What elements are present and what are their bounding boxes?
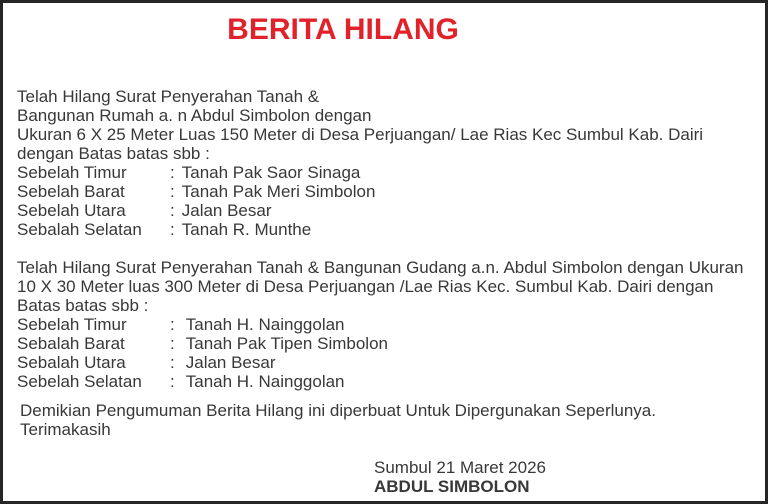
closing-line: Terimakasih [20, 420, 111, 439]
boundary-label: Sebelah Selatan [17, 372, 142, 391]
boundary-value: Tanah R. Munthe [181, 220, 312, 239]
paragraph-line: Ukuran 6 X 25 Meter Luas 150 Meter di Desa Perjuangan/ Lae Rias Kec Sumbul Kab. Dairi [17, 125, 704, 144]
closing-statement [17, 401, 747, 439]
notice-house-paragraph [17, 87, 747, 163]
boundary-colon: : [170, 182, 175, 201]
house-boundary-list [17, 163, 747, 239]
boundary-value: Tanah H. Nainggolan [185, 315, 345, 334]
notice-warehouse-paragraph [17, 258, 747, 315]
paragraph-line: Bangunan Rumah a. n Abdul Simbolon dengan [17, 106, 372, 125]
page-title: BERITA HILANG [227, 13, 459, 46]
boundary-colon: : [170, 372, 175, 391]
boundary-label: Sebalah Barat [17, 334, 125, 353]
boundary-row [17, 315, 747, 334]
signoff-name: ABDUL SIMBOLON [374, 477, 530, 496]
boundary-colon: : [170, 163, 175, 182]
boundary-colon: : [170, 201, 175, 220]
boundary-value: Tanah Pak Tipen Simbolon [185, 334, 388, 353]
boundary-label: Sebelah Utara [17, 201, 126, 220]
boundary-row [17, 372, 747, 391]
signoff-place-date: Sumbul 21 Maret 2026 [374, 458, 546, 477]
boundary-row [17, 163, 747, 182]
boundary-label: Sebelah Barat [17, 182, 125, 201]
boundary-value: Jalan Besar [185, 353, 276, 372]
closing-line: Demikian Pengumuman Berita Hilang ini diperbuat Untuk Dipergunakan Seperlunya. [20, 401, 656, 420]
boundary-label: Sebalah Utara [17, 353, 126, 372]
boundary-value: Tanah H. Nainggolan [185, 372, 345, 391]
boundary-colon: : [170, 353, 175, 372]
boundary-label: Sebelah Timur [17, 163, 127, 182]
document-body [3, 87, 765, 496]
boundary-row [17, 334, 747, 353]
paragraph-line: Telah Hilang Surat Penyerahan Tanah & [17, 87, 320, 106]
boundary-label: Sebalah Selatan [17, 220, 142, 239]
boundary-colon: : [170, 315, 175, 334]
boundary-row [17, 220, 747, 239]
boundary-row [17, 353, 747, 372]
boundary-label: Sebelah Timur [17, 315, 127, 334]
boundary-row [17, 201, 747, 220]
boundary-value: Jalan Besar [181, 201, 272, 220]
warehouse-boundary-list [17, 315, 747, 391]
paragraph-line: Batas batas sbb : [17, 296, 149, 315]
paragraph-line: Telah Hilang Surat Penyerahan Tanah & Bangunan Gudang a.n. Abdul Simbolon dengan Ukuran [17, 258, 744, 277]
paragraph-line: dengan Batas batas sbb : [17, 144, 210, 163]
paragraph-line: 10 X 30 Meter luas 300 Meter di Desa Perjuangan /Lae Rias Kec. Sumbul Kab. Dairi dengan [17, 277, 714, 296]
boundary-colon: : [170, 334, 175, 353]
signoff-block [374, 458, 747, 496]
boundary-value: Tanah Pak Saor Sinaga [181, 163, 361, 182]
boundary-value: Tanah Pak Meri Simbolon [181, 182, 376, 201]
boundary-row [17, 182, 747, 201]
boundary-colon: : [170, 220, 175, 239]
